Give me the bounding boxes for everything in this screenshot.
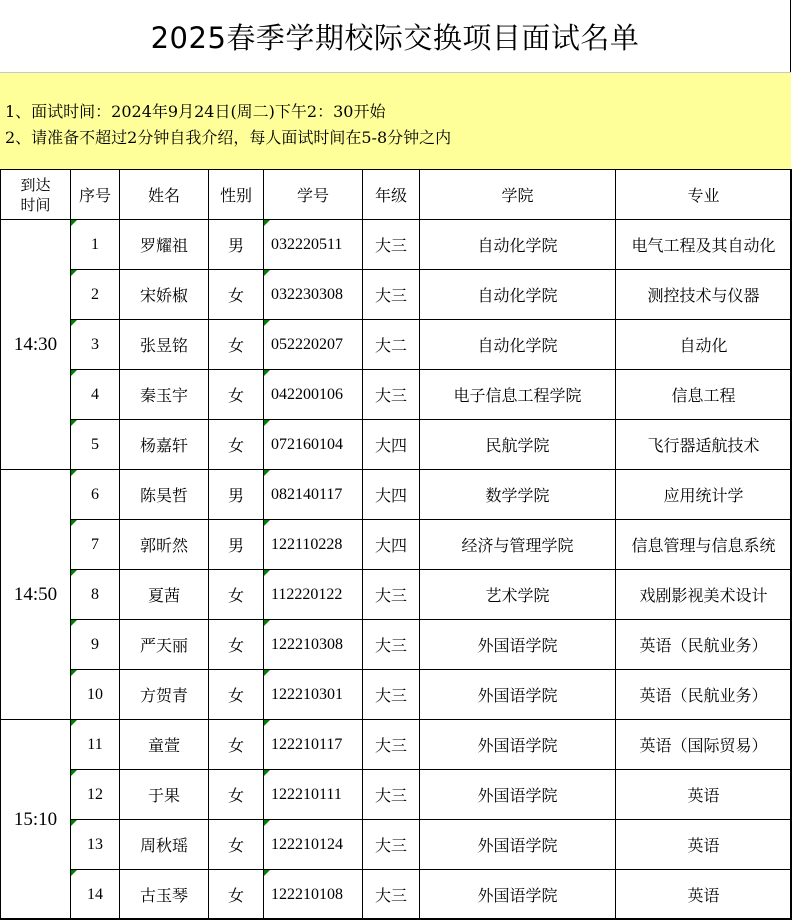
college-cell[interactable]: 外国语学院 (420, 670, 616, 720)
gender-cell[interactable]: 女 (209, 670, 264, 720)
name-cell[interactable]: 罗耀祖 (120, 220, 209, 270)
major-cell[interactable]: 测控技术与仪器 (616, 270, 792, 320)
arrival-time-cell[interactable]: 14:50 (1, 470, 71, 720)
student-id-cell[interactable]: 122210308 (264, 620, 363, 670)
student-id-cell[interactable]: 122210301 (264, 670, 363, 720)
gender-cell[interactable]: 女 (209, 370, 264, 420)
student-id-cell[interactable]: 112220122 (264, 570, 363, 620)
seq-cell[interactable]: 13 (71, 820, 120, 870)
table-row (1, 720, 792, 770)
grade-cell[interactable]: 大三 (363, 820, 420, 870)
major-cell[interactable]: 自动化 (616, 320, 792, 370)
seq-cell[interactable]: 2 (71, 270, 120, 320)
table-row (1, 670, 792, 720)
college-cell[interactable]: 艺术学院 (420, 570, 616, 620)
name-cell[interactable]: 张昱铭 (120, 320, 209, 370)
seq-cell[interactable]: 14 (71, 870, 120, 920)
interview-table (0, 169, 792, 920)
header-row (1, 170, 792, 220)
name-cell[interactable]: 周秋瑶 (120, 820, 209, 870)
gender-cell[interactable]: 女 (209, 420, 264, 470)
name-cell[interactable]: 夏茜 (120, 570, 209, 620)
table-row (1, 370, 792, 420)
student-id-cell[interactable]: 122210124 (264, 820, 363, 870)
student-id-cell[interactable]: 052220207 (264, 320, 363, 370)
college-cell[interactable]: 民航学院 (420, 420, 616, 470)
header-major[interactable]: 专业 (616, 170, 792, 220)
header-arrive-line1: 到达 (20, 175, 51, 194)
gender-cell[interactable]: 女 (209, 620, 264, 670)
header-seq[interactable]: 序号 (71, 170, 120, 220)
college-cell[interactable]: 外国语学院 (420, 870, 616, 920)
seq-cell[interactable]: 10 (71, 670, 120, 720)
table-row (1, 220, 792, 270)
major-cell[interactable]: 戏剧影视美术设计 (616, 570, 792, 620)
table-row (1, 870, 792, 920)
college-cell[interactable]: 数学学院 (420, 470, 616, 520)
seq-cell[interactable]: 4 (71, 370, 120, 420)
name-cell[interactable]: 严天丽 (120, 620, 209, 670)
header-gender[interactable]: 性别 (209, 170, 264, 220)
name-cell[interactable]: 陈昊哲 (120, 470, 209, 520)
name-cell[interactable]: 秦玉宇 (120, 370, 209, 420)
college-cell[interactable]: 自动化学院 (420, 220, 616, 270)
college-cell[interactable]: 电子信息工程学院 (420, 370, 616, 420)
student-id-cell[interactable]: 122210117 (264, 720, 363, 770)
grade-cell[interactable]: 大三 (363, 570, 420, 620)
table-row (1, 320, 792, 370)
header-student-id[interactable]: 学号 (264, 170, 363, 220)
table-row (1, 770, 792, 820)
header-arrive-line2: 时间 (20, 195, 51, 214)
table-row (1, 620, 792, 670)
notes-banner (0, 72, 791, 170)
gender-cell[interactable]: 男 (209, 520, 264, 570)
college-cell[interactable]: 经济与管理学院 (420, 520, 616, 570)
gender-cell[interactable]: 女 (209, 320, 264, 370)
college-cell[interactable]: 外国语学院 (420, 720, 616, 770)
table-row (1, 520, 792, 570)
name-cell[interactable]: 于果 (120, 770, 209, 820)
college-cell[interactable]: 外国语学院 (420, 620, 616, 670)
student-id-cell[interactable]: 032230308 (264, 270, 363, 320)
major-cell[interactable]: 应用统计学 (616, 470, 792, 520)
name-cell[interactable]: 郭昕然 (120, 520, 209, 570)
name-cell[interactable]: 方贺青 (120, 670, 209, 720)
student-id-cell[interactable]: 082140117 (264, 470, 363, 520)
header-college[interactable]: 学院 (420, 170, 616, 220)
sheet-title: 2025春季学期校际交换项目面试名单 (150, 20, 640, 55)
note-self-intro: 2、请准备不超过2分钟自我介绍，每人面试时间在5-8分钟之内 (5, 128, 452, 147)
arrival-time-cell[interactable]: 14:30 (1, 220, 71, 470)
college-cell[interactable]: 自动化学院 (420, 270, 616, 320)
major-cell[interactable]: 信息工程 (616, 370, 792, 420)
major-cell[interactable]: 电气工程及其自动化 (616, 220, 792, 270)
table-row (1, 570, 792, 620)
header-arrive-time[interactable] (1, 170, 71, 220)
gender-cell[interactable]: 男 (209, 220, 264, 270)
header-name[interactable]: 姓名 (120, 170, 209, 220)
seq-cell[interactable]: 8 (71, 570, 120, 620)
gender-cell[interactable]: 男 (209, 470, 264, 520)
major-cell[interactable]: 英语 (616, 820, 792, 870)
name-cell[interactable]: 宋娇椒 (120, 270, 209, 320)
student-id-cell[interactable]: 042200106 (264, 370, 363, 420)
grade-cell[interactable]: 大四 (363, 420, 420, 470)
grade-cell[interactable]: 大三 (363, 770, 420, 820)
table-row (1, 470, 792, 520)
seq-cell[interactable]: 7 (71, 520, 120, 570)
grade-cell[interactable]: 大三 (363, 720, 420, 770)
college-cell[interactable]: 外国语学院 (420, 770, 616, 820)
student-id-cell[interactable]: 122110228 (264, 520, 363, 570)
gender-cell[interactable]: 女 (209, 720, 264, 770)
major-cell[interactable]: 英语（民航业务） (616, 670, 792, 720)
major-cell[interactable]: 信息管理与信息系统 (616, 520, 792, 570)
table-row (1, 820, 792, 870)
grade-cell[interactable]: 大三 (363, 620, 420, 670)
gender-cell[interactable]: 女 (209, 270, 264, 320)
college-cell[interactable]: 自动化学院 (420, 320, 616, 370)
grade-cell[interactable]: 大三 (363, 870, 420, 920)
seq-cell[interactable]: 6 (71, 470, 120, 520)
student-id-cell[interactable]: 122210108 (264, 870, 363, 920)
grade-cell[interactable]: 大四 (363, 520, 420, 570)
note-interview-time: 1、面试时间：2024年9月24日(周二)下午2：30开始 (5, 102, 386, 121)
college-cell[interactable]: 外国语学院 (420, 820, 616, 870)
table-row (1, 420, 792, 470)
seq-cell[interactable]: 12 (71, 770, 120, 820)
grade-cell[interactable]: 大三 (363, 270, 420, 320)
grade-cell[interactable]: 大二 (363, 320, 420, 370)
gender-cell[interactable]: 女 (209, 570, 264, 620)
major-cell[interactable]: 飞行器适航技术 (616, 420, 792, 470)
grade-cell[interactable]: 大四 (363, 470, 420, 520)
grade-cell[interactable]: 大三 (363, 370, 420, 420)
grade-cell[interactable]: 大三 (363, 670, 420, 720)
grade-cell[interactable]: 大三 (363, 220, 420, 270)
major-cell[interactable]: 英语（国际贸易） (616, 720, 792, 770)
student-id-cell[interactable]: 072160104 (264, 420, 363, 470)
table-body (1, 220, 792, 920)
gender-cell[interactable]: 女 (209, 770, 264, 820)
header-grade[interactable]: 年级 (363, 170, 420, 220)
table-row (1, 270, 792, 320)
seq-cell[interactable]: 9 (71, 620, 120, 670)
seq-cell[interactable]: 3 (71, 320, 120, 370)
student-id-cell[interactable]: 032220511 (264, 220, 363, 270)
gender-cell[interactable]: 女 (209, 870, 264, 920)
name-cell[interactable]: 童萱 (120, 720, 209, 770)
student-id-cell[interactable]: 122210111 (264, 770, 363, 820)
seq-cell[interactable]: 1 (71, 220, 120, 270)
name-cell[interactable]: 古玉琴 (120, 870, 209, 920)
major-cell[interactable]: 英语（民航业务） (616, 620, 792, 670)
seq-cell[interactable]: 5 (71, 420, 120, 470)
major-cell[interactable]: 英语 (616, 770, 792, 820)
name-cell[interactable]: 杨嘉轩 (120, 420, 209, 470)
seq-cell[interactable]: 11 (71, 720, 120, 770)
major-cell[interactable]: 英语 (616, 870, 792, 920)
gender-cell[interactable]: 女 (209, 820, 264, 870)
arrival-time-cell[interactable]: 15:10 (1, 720, 71, 920)
